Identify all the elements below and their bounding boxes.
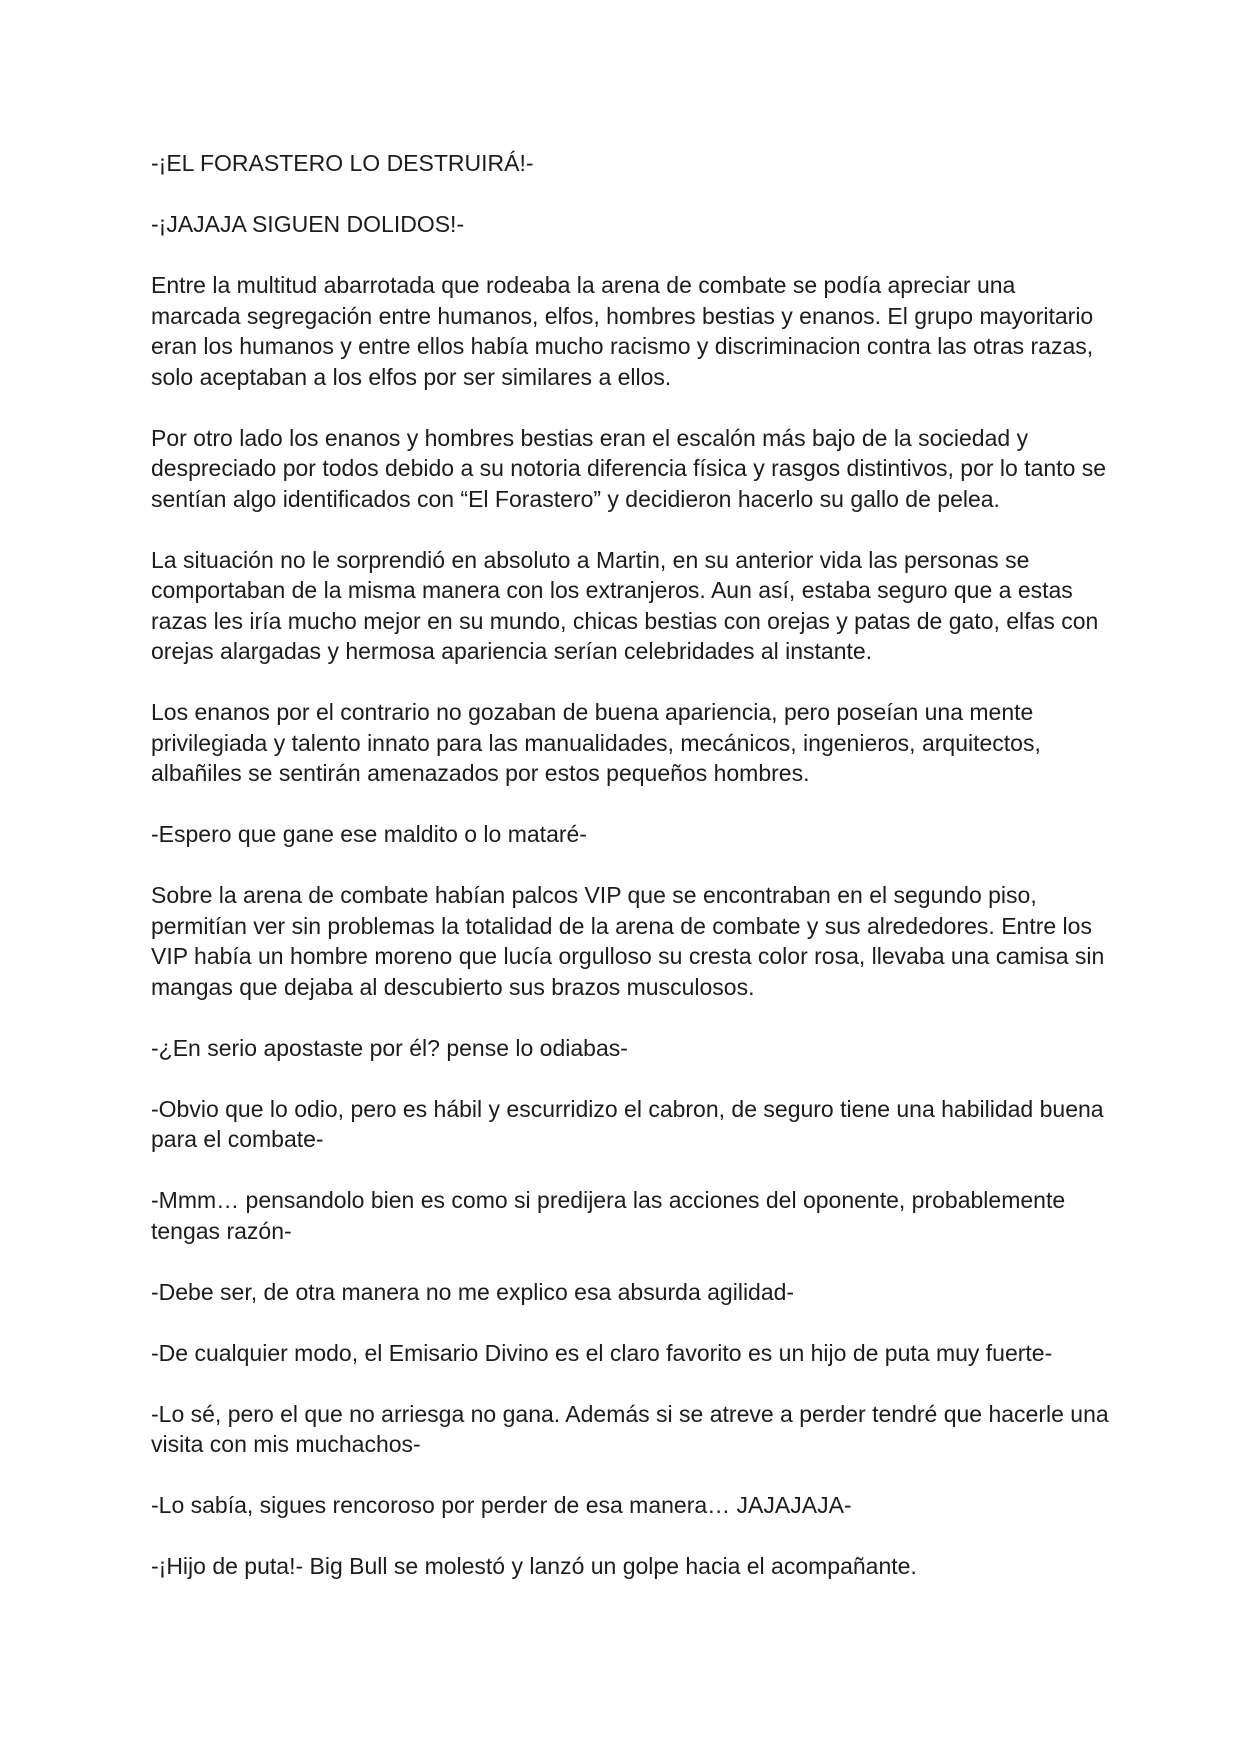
- paragraph: -Lo sé, pero el que no arriesga no gana. Además si se atreve a perder tendré que hacerle una visita con mis muchachos-: [151, 1400, 1109, 1457]
- paragraph: -¡JAJAJA SIGUEN DOLIDOS!-: [151, 211, 465, 237]
- paragraph: -¿En serio apostaste por él? pense lo odiabas-: [151, 1034, 628, 1061]
- paragraph: -¡Hijo de puta!- Big Bull se molestó y lanzó un golpe hacia el acompañante.: [151, 1553, 917, 1579]
- paragraph: -Mmm… pensandolo bien es como si predijera las acciones del oponente, probablemente tengas razón-: [151, 1187, 1066, 1244]
- paragraph: -De cualquier modo, el Emisario Divino es el claro favorito es un hijo de puta muy fuerte-: [151, 1339, 1053, 1366]
- paragraph: Entre la multitud abarrotada que rodeaba la arena de combate se podía apreciar una marcada segregación entre humanos, elfos, hombres bestias y enanos. El grupo mayoritario eran los humanos y entre ellos había mucho racismo y discriminacion contra las otras razas, solo aceptaban a los elfos por ser similares a ellos.: [151, 272, 1094, 390]
- paragraph: Los enanos por el contrario no gozaban de buena apariencia, pero poseían una mente privilegiada y talento innato para las manualidades, mecánicos, ingenieros, arquitectos, albañiles se sentirán amenazados por estos pequeños hombres.: [151, 699, 1041, 786]
- paragraph: -¡EL FORASTERO LO DESTRUIRÁ!-: [151, 150, 534, 176]
- paragraph: -Espero que gane ese maldito o lo mataré-: [151, 821, 587, 847]
- paragraph: Por otro lado los enanos y hombres bestias eran el escalón más bajo de la sociedad y despreciado por todos debido a su notoria diferencia física y rasgos distintivos, por lo tanto se sentían algo identificados con “El Forastero” y decidieron hacerlo su gallo de pelea.: [151, 424, 1107, 512]
- paragraph: -Obvio que lo odio, pero es hábil y escurridizo el cabron, de seguro tiene una habilidad buena para el combate-: [151, 1095, 1104, 1152]
- paragraph: -Debe ser, de otra manera no me explico esa absurda agilidad-: [151, 1278, 795, 1305]
- paragraph: Sobre la arena de combate habían palcos VIP que se encontraban en el segundo piso, permitían ver sin problemas la totalidad de la arena de combate y sus alrededores. Entre los VIP había un hombre moreno que lucía orgulloso su cresta color rosa, llevaba una camisa sin mangas que dejaba al descubierto sus brazos musculosos.: [151, 882, 1105, 1000]
- document-body: [151, 148, 1111, 1612]
- paragraph: -Lo sabía, sigues rencoroso por perder de esa manera… JAJAJAJA-: [151, 1492, 852, 1518]
- paragraph: La situación no le sorprendió en absoluto a Martin, en su anterior vida las personas se comportaban de la misma manera con los extranjeros. Aun así, estaba seguro que a estas razas les iría mucho mejor en su mundo, chicas bestias con orejas y patas de gato, elfas con orejas alargadas y hermosa apariencia serían celebridades al instante.: [151, 546, 1099, 664]
